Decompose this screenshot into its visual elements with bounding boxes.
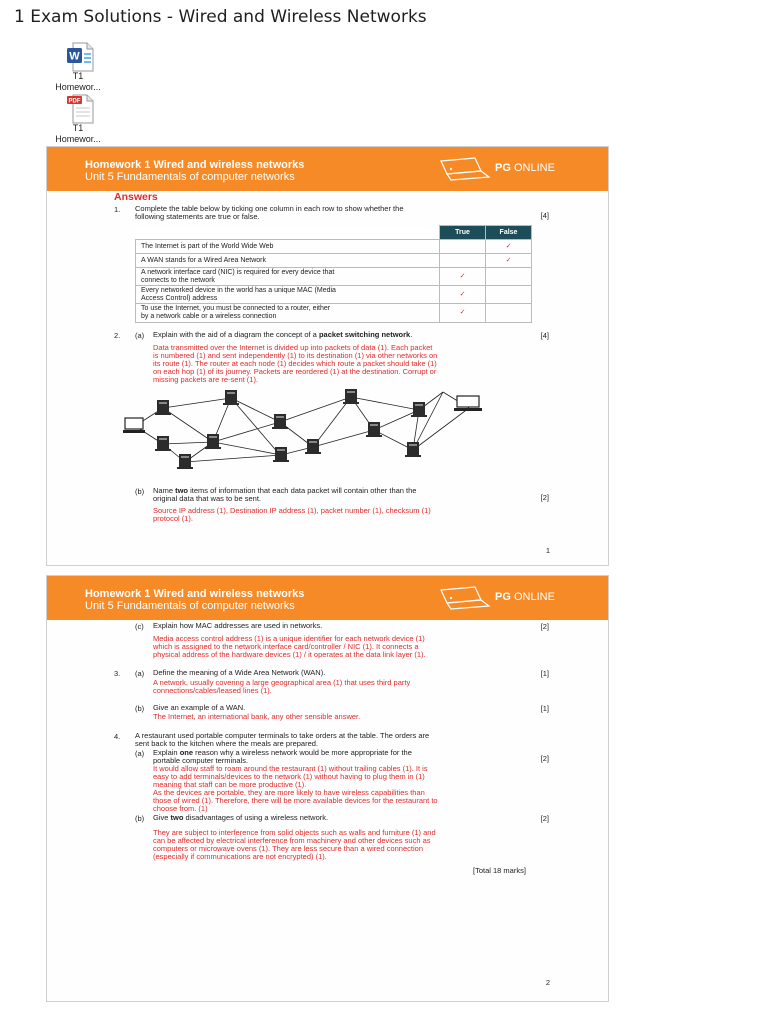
question-number: 3. bbox=[114, 669, 121, 678]
question-number: 4. bbox=[114, 732, 121, 741]
q3b-marks: [1] bbox=[540, 704, 549, 713]
server-icon bbox=[223, 390, 239, 405]
attachment-name: T1 bbox=[72, 71, 84, 81]
answer-line: (especially if communications are not encrypted) (1). bbox=[153, 852, 327, 861]
answer-line: protocol (1). bbox=[153, 514, 194, 523]
packet-switching-diagram bbox=[123, 382, 553, 482]
q3a-text: Define the meaning of a Wide Area Network (WAN). bbox=[153, 668, 326, 677]
server-icon bbox=[155, 400, 171, 415]
laptop-icon bbox=[437, 157, 493, 181]
answer-line: is numbered (1) and sent independently (1) to its destination (1) via other networks on bbox=[153, 351, 438, 360]
q1-text-line2: following statements are true or false. bbox=[135, 212, 260, 221]
false-tick: ✓ bbox=[486, 254, 532, 268]
true-tick: ✓ bbox=[440, 286, 486, 304]
server-icon bbox=[305, 439, 321, 454]
answer-line: its route (1). The router at each node (1) decides which route a packet should take (1) bbox=[153, 359, 437, 368]
question-part: (b) bbox=[135, 704, 145, 713]
true-tick: ✓ bbox=[440, 268, 486, 286]
answer-line: A network, usually covering a large geographical area (1) that uses third party bbox=[153, 678, 411, 687]
banner-title: Homework 1 Wired and wireless networks bbox=[85, 159, 305, 171]
computer-terminal-icon bbox=[123, 418, 145, 433]
question-part: (b) bbox=[135, 814, 145, 823]
q2c-text: Explain how MAC addresses are used in networks. bbox=[153, 621, 323, 630]
question-number: 2. bbox=[114, 331, 121, 340]
pdf-file-icon bbox=[67, 94, 89, 122]
answer-line: The Internet, an international bank, any other sensible answer. bbox=[153, 712, 361, 721]
server-icon bbox=[155, 436, 171, 451]
pg-online-logo bbox=[437, 157, 587, 181]
question-part: (a) bbox=[135, 749, 145, 758]
statement-text-cont: connects to the network bbox=[141, 276, 215, 284]
question-number: 1. bbox=[114, 205, 121, 214]
answer-line: on each hop (1) of its journey. Packets are reordered (1) at the destination. Corrupt or bbox=[153, 367, 437, 376]
table-row bbox=[136, 268, 532, 286]
false-tick bbox=[486, 304, 532, 322]
table-row bbox=[136, 304, 532, 322]
q4b-text: Give two disadvantages of using a wireless network. bbox=[153, 813, 329, 822]
answer-line: Source IP address (1), Destination IP address (1), packet number (1), checksum (1) bbox=[153, 506, 431, 515]
banner-title: Homework 1 Wired and wireless networks bbox=[85, 588, 305, 600]
answer-line: which is assigned to the network interface card/controller / NIC (1). It connects a bbox=[153, 642, 419, 651]
attachment-pdf[interactable] bbox=[40, 94, 116, 144]
answer-line: physical address of the hardware devices (1) / it operates at the data link layer (1). bbox=[153, 650, 426, 659]
q4a-text-line2: portable computer terminals. bbox=[153, 756, 249, 765]
answer-line: computers or microwave ovens (1). They are less secure than a wired connection bbox=[153, 844, 423, 853]
true-tick bbox=[440, 254, 486, 268]
answers-heading: Answers bbox=[114, 191, 158, 203]
true-tick: ✓ bbox=[440, 304, 486, 322]
attachment-name: T1 bbox=[72, 123, 84, 133]
true-false-table bbox=[135, 225, 532, 323]
pg-online-logo bbox=[437, 586, 587, 610]
false-tick bbox=[486, 286, 532, 304]
answer-line: Media access control address (1) is a unique identifier for each network device (1) bbox=[153, 634, 425, 643]
answer-line: Data transmitted over the Internet is divided up into packets of data (1). Each packet bbox=[153, 343, 433, 352]
table-row bbox=[136, 254, 532, 268]
logo-pg: PG bbox=[495, 591, 511, 603]
q4a-marks: [2] bbox=[540, 754, 549, 763]
true-tick bbox=[440, 240, 486, 254]
logo-online: ONLINE bbox=[510, 162, 555, 174]
statement-text-cont: Access Control) address bbox=[141, 294, 218, 302]
q1-marks: [4] bbox=[540, 211, 549, 220]
false-tick bbox=[486, 268, 532, 286]
document-page-2 bbox=[46, 575, 609, 1002]
page-number: 1 bbox=[545, 546, 550, 555]
q2b-marks: [2] bbox=[540, 493, 549, 502]
answer-line: can be affected by electrical interference from machinery and other devices such as bbox=[153, 836, 431, 845]
page-banner bbox=[47, 147, 608, 191]
server-icon bbox=[273, 447, 289, 462]
statement-text: A WAN stands for a Wired Area Network bbox=[141, 256, 267, 264]
server-icon bbox=[205, 434, 221, 449]
q2c-marks: [2] bbox=[540, 622, 549, 631]
table-row bbox=[136, 286, 532, 304]
page-banner bbox=[47, 576, 608, 620]
answer-line: choose from. (1) bbox=[153, 804, 208, 813]
banner-subtitle: Unit 5 Fundamentals of computer networks bbox=[85, 600, 295, 612]
q2b-text-line2: original data that was to be sent. bbox=[153, 494, 261, 503]
q2a-text: Explain with the aid of a diagram the concept of a packet switching network. bbox=[153, 330, 413, 339]
answer-line: As the devices are portable, they are more likely to have wireless capabilities than bbox=[153, 788, 425, 797]
col-true-header: True bbox=[440, 226, 486, 240]
answer-line: missing packets are re-sent (1). bbox=[153, 375, 259, 384]
question-part: (c) bbox=[135, 622, 144, 631]
question-part: (a) bbox=[135, 669, 145, 678]
total-marks: [Total 18 marks] bbox=[473, 866, 526, 875]
server-icon bbox=[177, 454, 193, 469]
server-icon bbox=[366, 422, 382, 437]
question-part: (a) bbox=[135, 331, 145, 340]
answer-line: meaning that staff can be more productive (1). bbox=[153, 780, 307, 789]
server-icon bbox=[405, 442, 421, 457]
laptop-icon bbox=[454, 396, 482, 411]
pdf-badge: PDF bbox=[68, 98, 81, 105]
server-icon bbox=[411, 402, 427, 417]
q2a-marks: [4] bbox=[540, 331, 549, 340]
q4a-text: Explain one reason why a wireless network would be more appropriate for the bbox=[153, 748, 412, 757]
logo-pg: PG bbox=[495, 162, 511, 174]
false-tick: ✓ bbox=[486, 240, 532, 254]
laptop-icon bbox=[437, 586, 493, 610]
answer-line: They are subject to interference from solid objects such as walls and furniture (1) and bbox=[153, 828, 436, 837]
answer-line: easy to add terminals/devices to the network (1) without having to plug them in (1) bbox=[153, 772, 425, 781]
statement-text-cont: by a network cable or a wireless connection bbox=[141, 312, 277, 320]
attachment-word[interactable] bbox=[40, 42, 116, 92]
question-part: (b) bbox=[135, 487, 145, 496]
attachment-name-line2: Homewor... bbox=[55, 82, 101, 92]
answer-line: those of wired (1). Therefore, there will be more available devices for the restaurant to bbox=[153, 796, 438, 805]
document-page-1 bbox=[46, 146, 609, 566]
q3a-marks: [1] bbox=[540, 669, 549, 678]
statement-text: A network interface card (NIC) is required for every device that bbox=[141, 269, 335, 276]
page-number: 2 bbox=[545, 978, 550, 987]
answer-line: connections/cables/leased lines (1). bbox=[153, 686, 272, 695]
q1-text-line1: Complete the table below by ticking one column in each row to show whether the bbox=[135, 204, 404, 213]
answer-line: It would allow staff to roam around the restaurant (1) without trailing cables (1). It is bbox=[153, 764, 428, 773]
statement-text: To use the Internet, you must be connected to a router, either bbox=[141, 305, 331, 313]
q4-text-line1: A restaurant used portable computer terminals to take orders at the table. The orders are bbox=[135, 731, 430, 740]
statement-text: Every networked device in the world has a unique MAC (Media bbox=[141, 287, 336, 295]
q3b-text: Give an example of a WAN. bbox=[153, 703, 246, 712]
banner-subtitle: Unit 5 Fundamentals of computer networks bbox=[85, 171, 295, 183]
q2b-text: Name two items of information that each data packet will contain other than the bbox=[153, 486, 417, 495]
logo-online: ONLINE bbox=[510, 591, 555, 603]
col-false-header: False bbox=[486, 226, 532, 240]
document-title: 1 Exam Solutions - Wired and Wireless Networks bbox=[14, 7, 427, 27]
attachment-name-line2: Homewor... bbox=[55, 134, 101, 144]
q4b-marks: [2] bbox=[540, 814, 549, 823]
word-file-icon bbox=[67, 42, 89, 70]
server-icon bbox=[343, 389, 359, 404]
q4-text-line2: sent back to the kitchen where the meals are prepared. bbox=[135, 739, 319, 748]
statement-text: The Internet is part of the World Wide Web bbox=[141, 242, 274, 250]
server-icon bbox=[272, 414, 288, 429]
svg-text:W: W bbox=[69, 50, 80, 63]
table-row bbox=[136, 240, 532, 254]
